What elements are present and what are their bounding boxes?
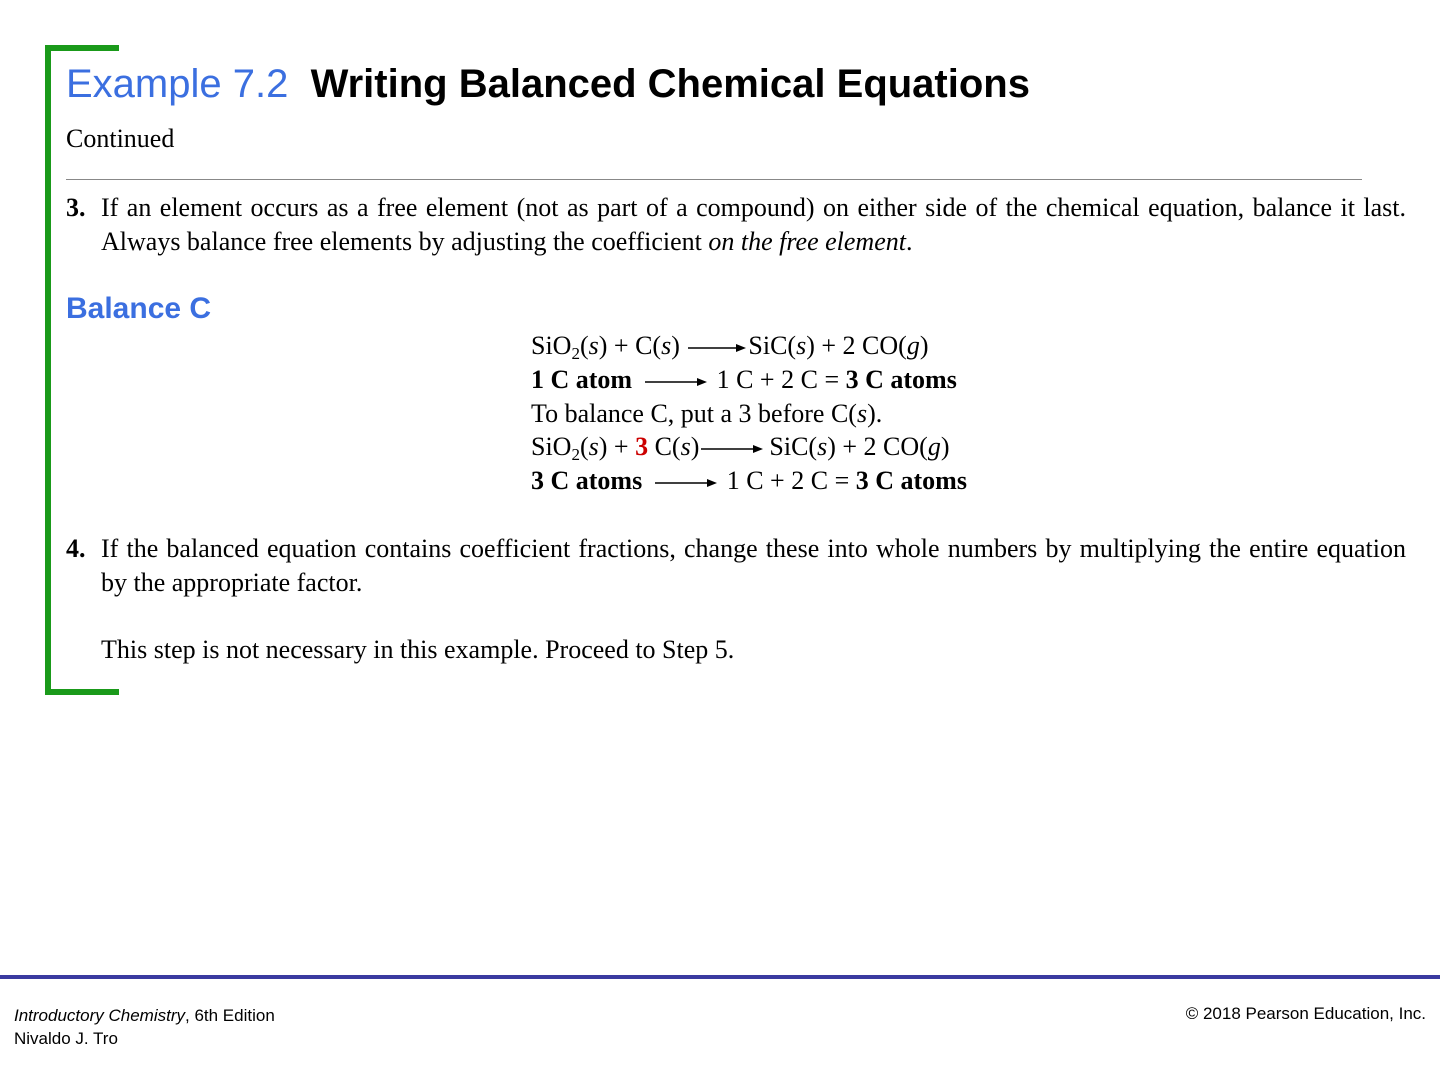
book-title: Introductory Chemistry — [14, 1006, 185, 1025]
subtitle: Continued — [66, 124, 175, 153]
step-note: This step is not necessary in this example. Proceed to Step 5. — [101, 635, 735, 664]
footer-rule — [0, 975, 1440, 979]
arrow-icon — [653, 476, 719, 490]
atom-count-before: 1 C atom 1 C + 2 C = 3 C atoms — [531, 365, 957, 394]
reaction-arrow — [686, 341, 748, 355]
step-4 — [66, 532, 1406, 667]
equation-unbalanced: SiO$_2$(s) + C(s) SiC(s) + 2 CO(g) — [531, 331, 929, 363]
footer-citation: Introductory Chemistry, 6th Edition Nivaldo J. Tro — [14, 1006, 275, 1048]
author: Nivaldo J. Tro — [14, 1029, 118, 1048]
step-number: 4. — [66, 534, 86, 563]
example-label: Example 7.2 — [66, 62, 289, 106]
step-number: 3. — [66, 193, 86, 222]
arrow-icon — [643, 375, 709, 389]
instruction-line: To balance C, put a 3 before C(s). — [531, 399, 883, 428]
coefficient-highlight: 3 — [635, 432, 649, 461]
reaction-arrow — [699, 442, 765, 456]
title-text: Writing Balanced Chemical Equations — [310, 62, 1030, 106]
divider — [66, 179, 1362, 180]
atom-count-after: 3 C atoms 1 C + 2 C = 3 C atoms — [531, 466, 967, 495]
equation-balanced: SiO$_2$(s) + 3 C(s) SiC(s) + 2 CO(g) — [531, 432, 950, 464]
page-title — [66, 62, 1030, 107]
step-text: If an element occurs as a free element (not as part of a compound) on either side of the chemical equation, balance it last. Always balance free elements by adjusting the coefficient on the free element. — [101, 193, 1406, 256]
step-text: If the balanced equation contains coefficient fractions, change these into whole numbers by multiplying the entire equation by the appropriate factor. — [101, 534, 1406, 597]
step-3 — [66, 191, 1406, 259]
copyright: © 2018 Pearson Education, Inc. — [1185, 1004, 1426, 1023]
section-heading: Balance C — [66, 292, 212, 325]
